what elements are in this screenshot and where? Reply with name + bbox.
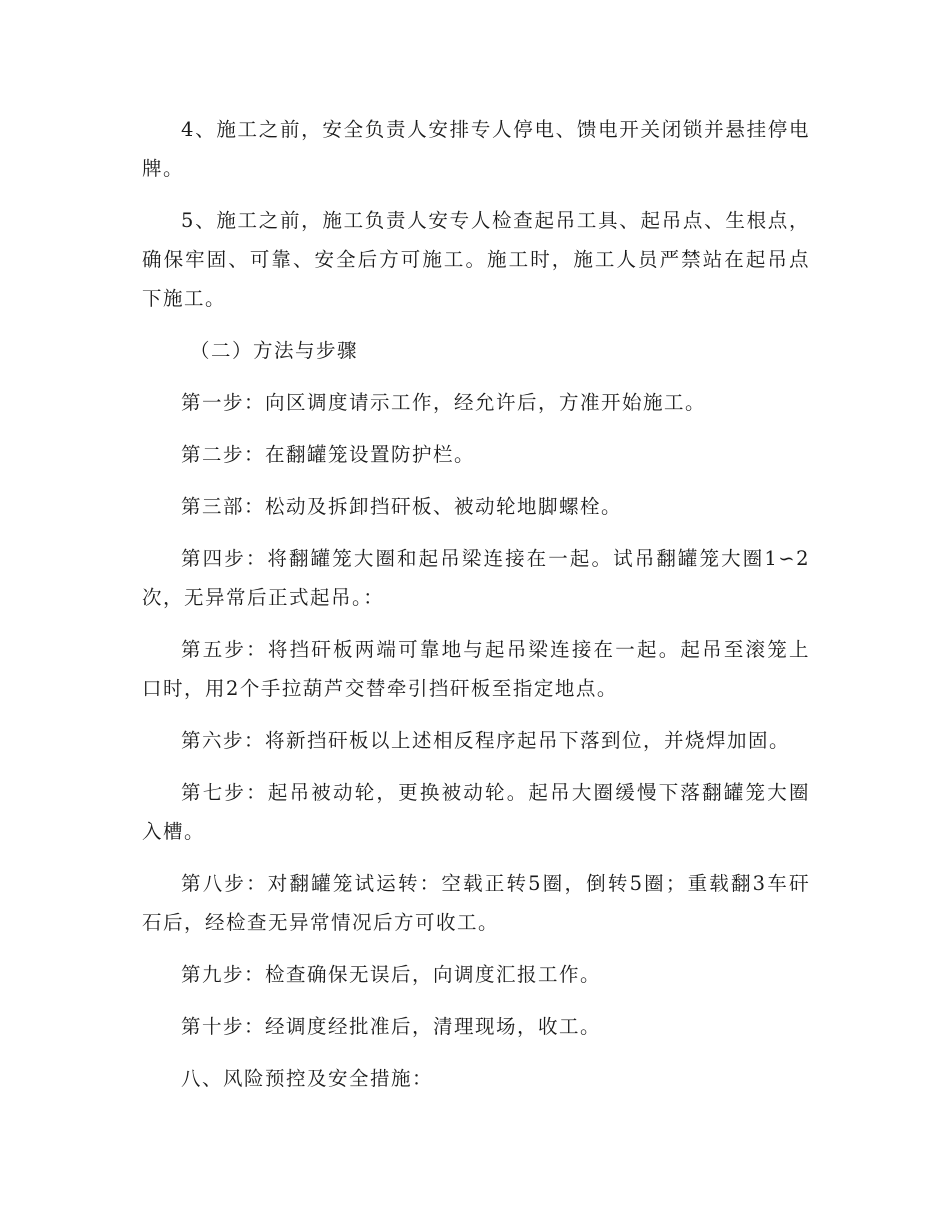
paragraph-safety-inspection: 5、施工之前，施工负责人安专人检查起吊工具、起吊点、生根点，确保牢固、可靠、安全后方可施工。施工时，施工人员严禁站在起吊点下施工。 [142, 209, 810, 310]
step-10: 第十步：经调度经批准后，清理现场，收工。 [181, 1015, 602, 1038]
step-7: 第七步：起吊被动轮，更换被动轮。起吊大圈缓慢下落翻罐笼大圈入槽。 [142, 781, 810, 843]
paragraph-safety-power-off: 4、施工之前，安全负责人安排专人停电、馈电开关闭锁并悬挂停电牌。 [142, 118, 810, 180]
step-2: 第二步：在翻罐笼设置防护栏。 [181, 443, 476, 466]
section-heading-risk-control: 八、风险预控及安全措施： [181, 1067, 434, 1090]
step-3: 第三部：松动及拆卸挡矸板、被动轮地脚螺栓。 [181, 495, 623, 518]
document-body [142, 110, 810, 1111]
step-1: 第一步：向区调度请示工作，经允许后，方准开始施工。 [181, 391, 707, 414]
step-9: 第九步：检查确保无误后，向调度汇报工作。 [181, 963, 602, 986]
section-heading-methods-steps: （二）方法与步骤 [190, 339, 359, 362]
step-5: 第五步：将挡矸板两端可靠地与起吊梁连接在一起。起吊至滚笼上口时，用2个手拉葫芦交替牵引挡矸板至指定地点。 [142, 638, 810, 700]
step-4: 第四步：将翻罐笼大圈和起吊梁连接在一起。试吊翻罐笼大圈1∽2次，无异常后正式起吊。： [142, 547, 810, 609]
step-8: 第八步：对翻罐笼试运转：空载正转5圈，倒转5圈；重载翻3车矸石后，经检查无异常情况后方可收工。 [142, 872, 810, 934]
step-6: 第六步：将新挡矸板以上述相反程序起吊下落到位，并烧焊加固。 [181, 729, 791, 752]
